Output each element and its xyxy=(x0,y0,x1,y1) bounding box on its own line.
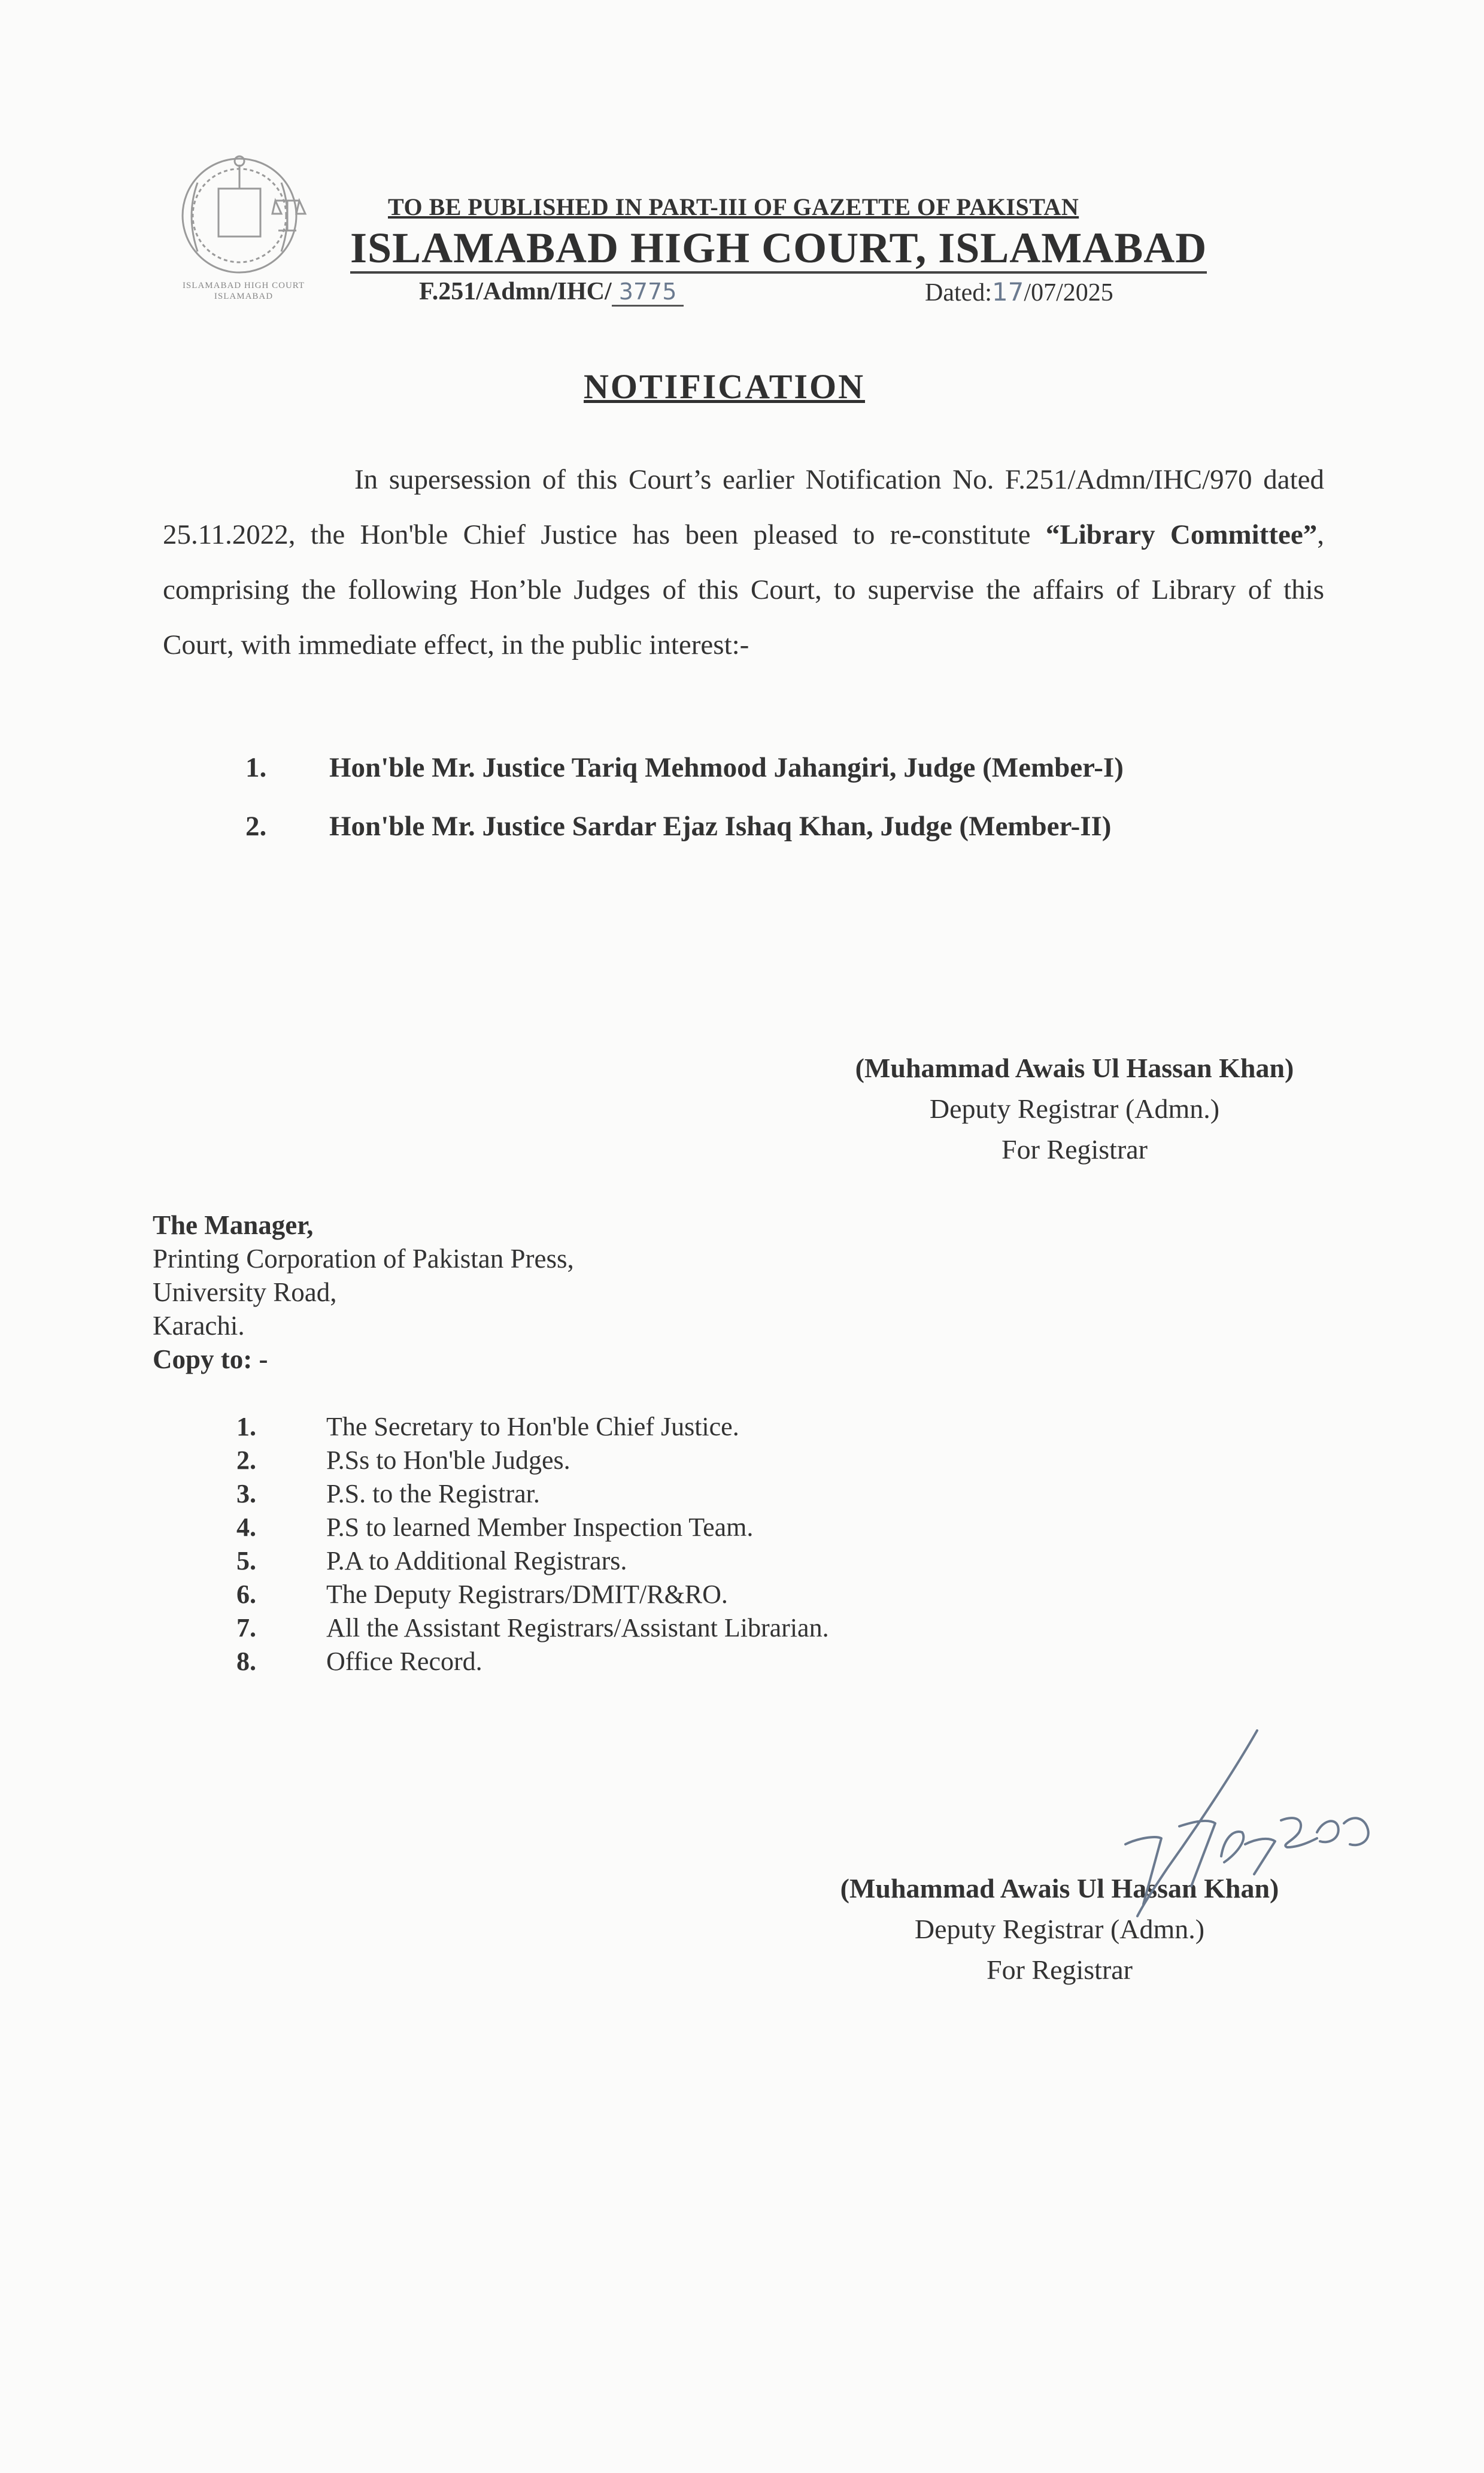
signatory-for: For Registrar xyxy=(986,1954,1133,1985)
list-text: P.Ss to Hon'ble Judges. xyxy=(326,1445,570,1475)
list-text: The Secretary to Hon'ble Chief Justice. xyxy=(326,1412,739,1441)
copy-to-label: Copy to: - xyxy=(153,1344,268,1374)
dated-day-handwritten: 17 xyxy=(991,277,1024,307)
dated-label: Dated: xyxy=(925,279,992,307)
list-number: 1. xyxy=(236,1412,256,1441)
list-number: 1. xyxy=(245,752,267,783)
signatory-designation: Deputy Registrar (Admn.) xyxy=(914,1914,1205,1944)
list-number: 8. xyxy=(236,1647,256,1676)
list-text: The Deputy Registrars/DMIT/R&RO. xyxy=(326,1580,728,1609)
signature-block-1 xyxy=(796,1048,1353,1170)
list-item xyxy=(236,1578,829,1611)
reference-number xyxy=(419,277,684,306)
addressee-line1: Printing Corporation of Pakistan Press, xyxy=(153,1244,574,1274)
list-item xyxy=(236,1544,829,1578)
list-item xyxy=(236,1444,829,1477)
seal-caption: ISLAMABAD HIGH COURT ISLAMABAD xyxy=(182,281,305,301)
list-item xyxy=(236,1410,829,1444)
list-text: P.A to Additional Registrars. xyxy=(326,1546,627,1575)
notification-title: NOTIFICATION xyxy=(584,367,865,406)
list-number: 5. xyxy=(236,1546,256,1575)
court-name: ISLAMABAD HIGH COURT, ISLAMABAD xyxy=(350,225,1207,274)
list-text: P.S. to the Registrar. xyxy=(326,1479,540,1508)
judge-name: Hon'ble Mr. Justice Tariq Mehmood Jahangiri, Judge (Member-I) xyxy=(329,752,1124,783)
dated-rest: /07/2025 xyxy=(1024,279,1113,307)
addressee-block xyxy=(153,1208,574,1376)
committee-name: “Library Committee” xyxy=(1045,519,1318,550)
notification-paragraph xyxy=(163,452,1324,672)
signatory-for: For Registrar xyxy=(1001,1134,1148,1165)
list-item xyxy=(245,751,1124,810)
ref-prefix: F.251/Admn/IHC/ xyxy=(419,278,612,305)
gazette-line: TO BE PUBLISHED IN PART-III OF GAZETTE OF PAKISTAN xyxy=(388,193,1079,220)
addressee-line2: University Road, xyxy=(153,1277,337,1307)
list-text: All the Assistant Registrars/Assistant Librarian. xyxy=(326,1613,829,1642)
list-item xyxy=(236,1611,829,1645)
list-text: Office Record. xyxy=(326,1647,482,1676)
copy-list xyxy=(236,1410,829,1678)
date-line xyxy=(925,277,1113,307)
list-number: 2. xyxy=(236,1445,256,1475)
list-number: 4. xyxy=(236,1513,256,1542)
ref-number-handwritten: 3775 xyxy=(612,278,684,307)
signatory-name: (Muhammad Awais Ul Hassan Khan) xyxy=(855,1053,1294,1083)
signatory-designation: Deputy Registrar (Admn.) xyxy=(929,1093,1220,1124)
list-item xyxy=(236,1477,829,1511)
addressee-line3: Karachi. xyxy=(153,1311,245,1341)
addressee-title: The Manager, xyxy=(153,1210,314,1240)
signatory-name: (Muhammad Awais Ul Hassan Khan) xyxy=(840,1873,1279,1904)
list-number: 7. xyxy=(236,1613,256,1642)
list-item xyxy=(236,1645,829,1678)
list-text: P.S to learned Member Inspection Team. xyxy=(326,1513,754,1542)
list-number: 6. xyxy=(236,1580,256,1609)
judges-list xyxy=(245,751,1124,869)
handwritten-signature-icon xyxy=(1018,1725,1389,1922)
paragraph-part1: In supersession of this Court’s earlier Notification No. F.251/Admn/IHC/970 dated 25.11.2022, the Hon'ble Chief Justice has been pleased to re-constitute xyxy=(163,464,1324,550)
list-item xyxy=(245,810,1124,869)
judge-name: Hon'ble Mr. Justice Sardar Ejaz Ishaq Khan, Judge (Member-II) xyxy=(329,811,1112,842)
paragraph-part2: , comprising the following Hon’ble Judges of this Court, to supervise the affairs of Library of this Court, with immediate effect, in the public interest:- xyxy=(163,519,1324,660)
list-number: 3. xyxy=(236,1479,256,1508)
list-number: 2. xyxy=(245,811,267,842)
list-item xyxy=(236,1511,829,1544)
